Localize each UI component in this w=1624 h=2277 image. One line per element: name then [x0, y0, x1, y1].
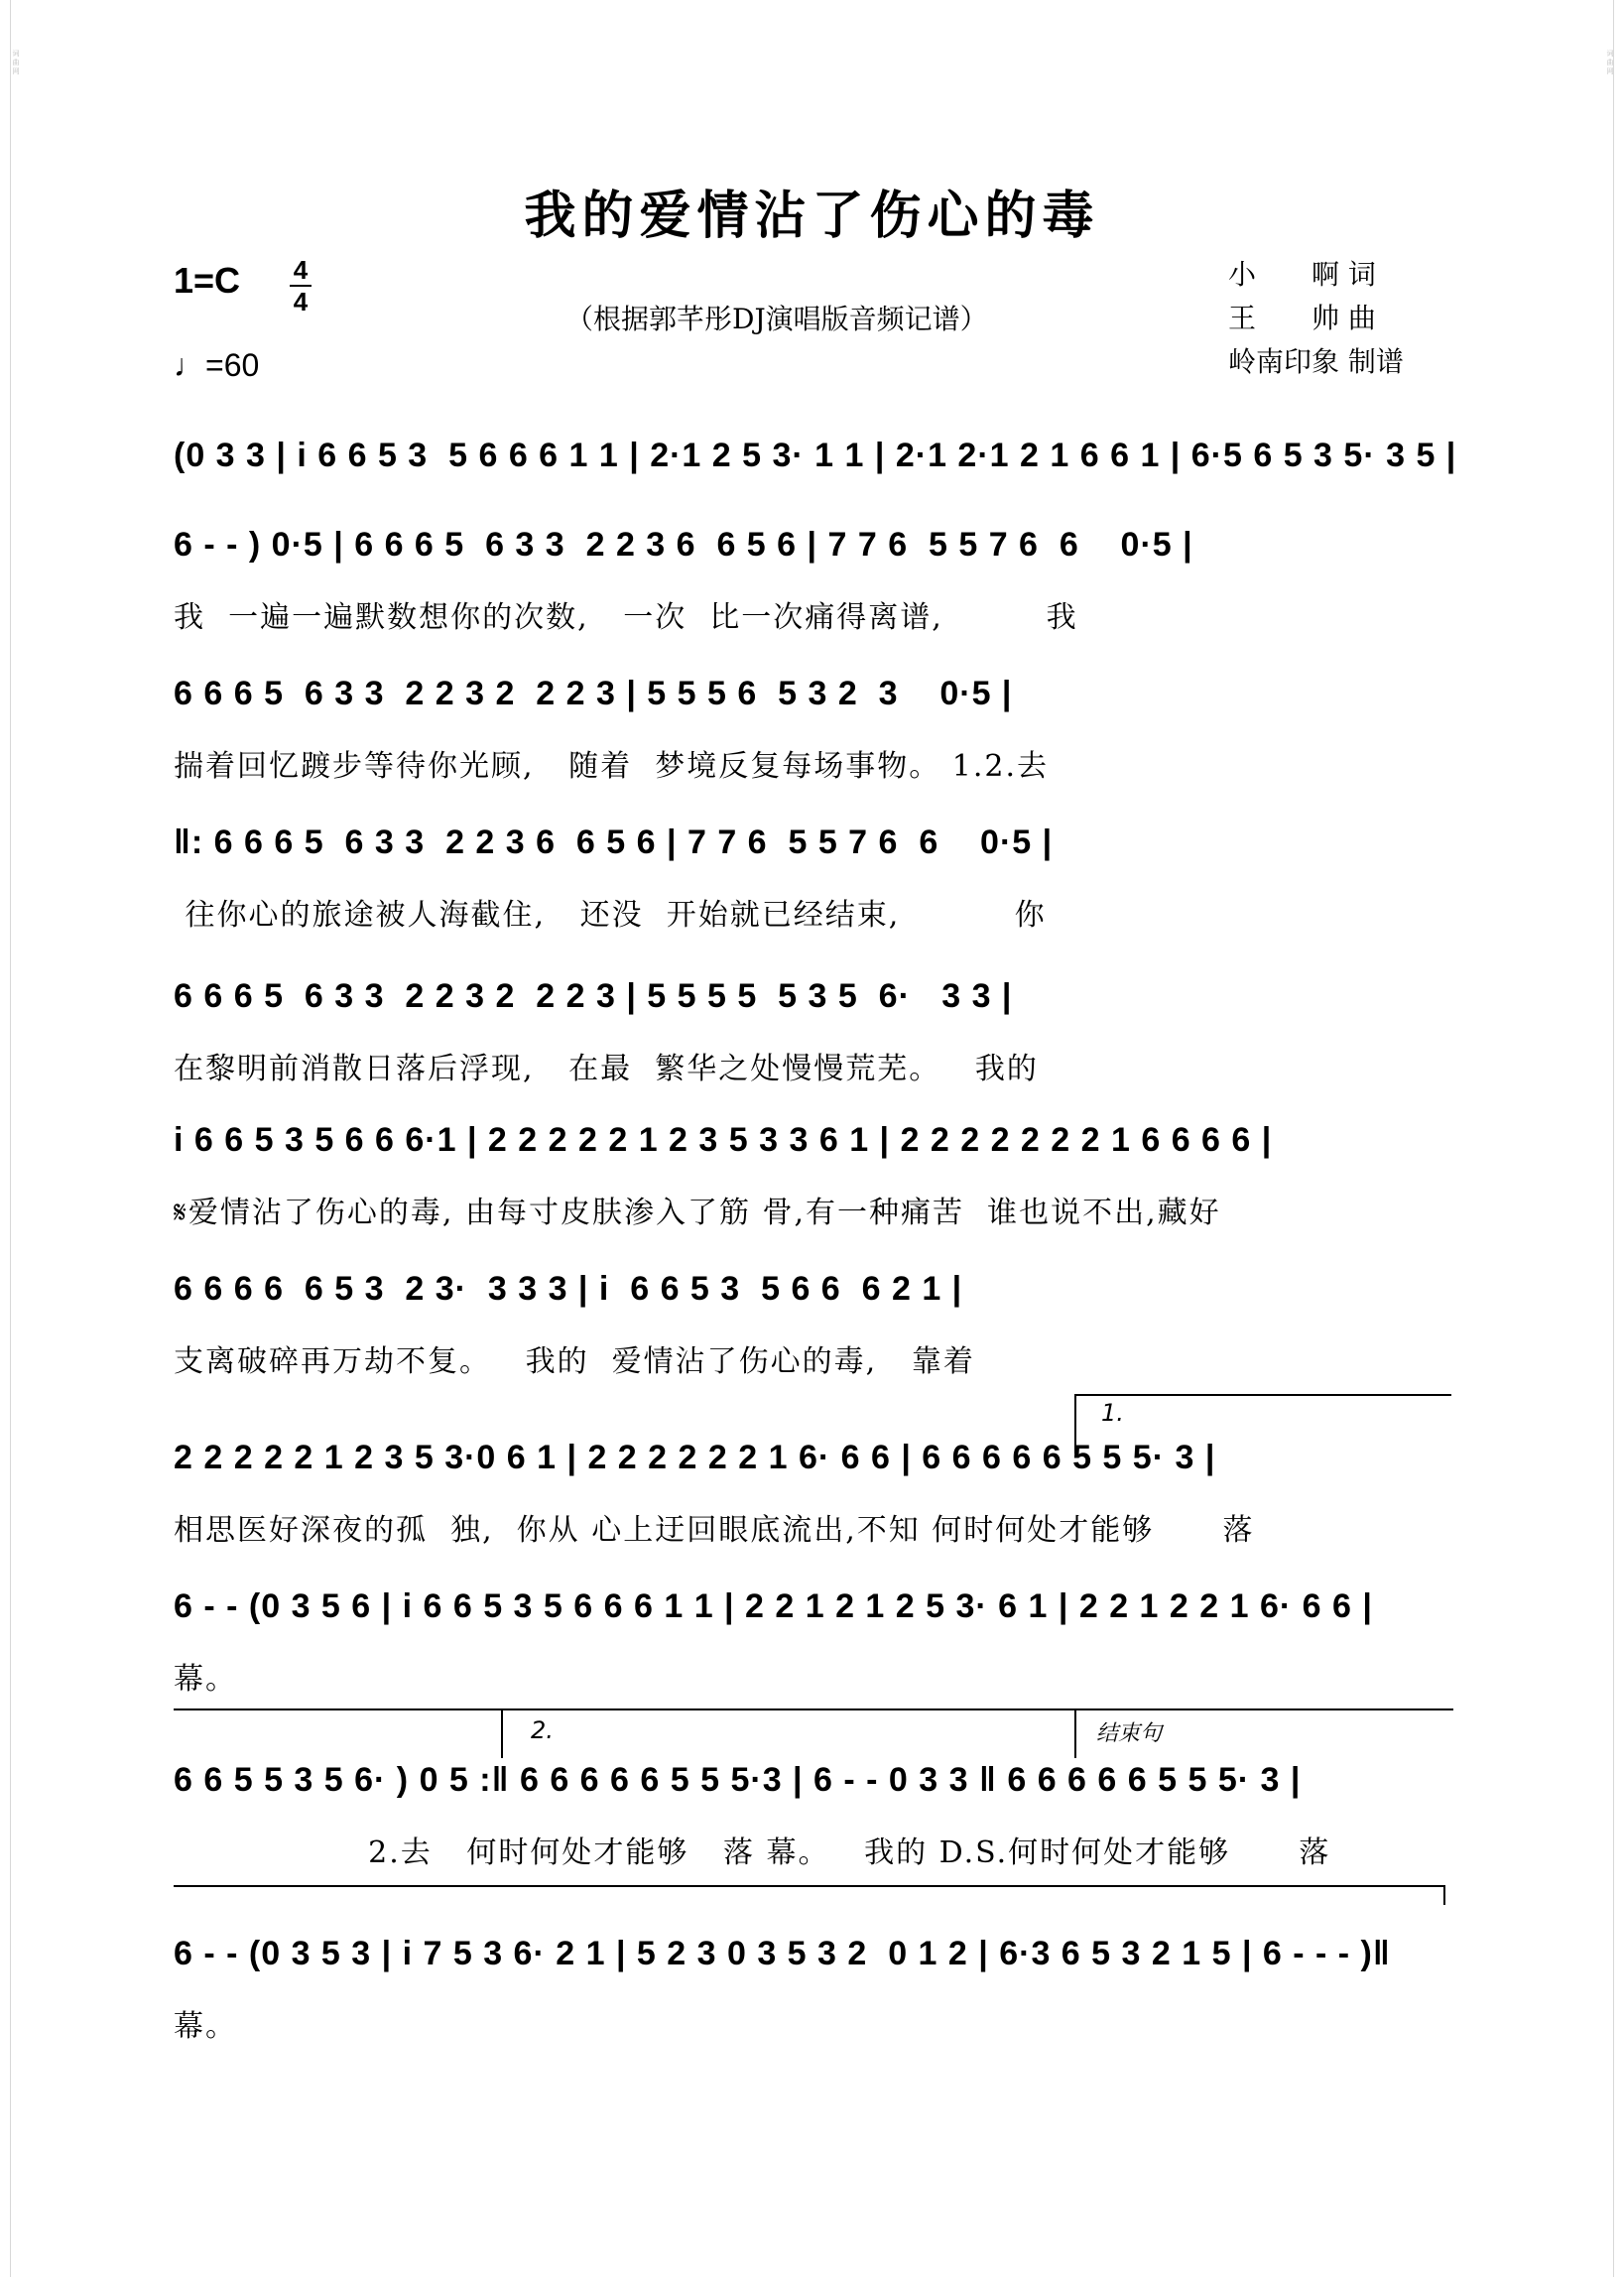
score-row	[174, 437, 1457, 475]
volta-label: 1.	[1101, 1399, 1124, 1427]
notation-line: 2 2 2 2 2 1 2 3 5 3·0 6 1 | 2 2 2 2 2 2 1 6· 6 6 | 6 6 6 6 6 5 5 5· 3 |	[174, 1439, 1216, 1476]
lyric-line: 往你心的旅途被人海截住, 还没 开始就已经结束, 你	[174, 898, 1047, 933]
score-row	[174, 977, 1453, 1087]
score-row	[174, 1270, 1453, 1380]
lyric-line: 相思医好深夜的孤 独, 你从 心上迂回眼底流出,不知 何时何处才能够 落	[174, 1513, 1255, 1548]
volta-bracket-edge	[501, 1708, 503, 1758]
notation-line: 6 - - ) 0·5 | 6 6 6 5 6 3 3 2 2 3 6 6 5 6 | 7 7 6 5 5 7 6 6 0·5 |	[174, 526, 1193, 564]
lyric-line: 揣着回忆踱步等待你光顾, 随着 梦境反复每场事物。 1.2.去	[174, 749, 1049, 784]
system-rule-edge	[1443, 1885, 1445, 1905]
lyric-line: 幕。	[174, 1662, 237, 1697]
notation-line: 6 6 6 6 6 5 3 2 3· 3 3 3 | i 6 6 5 3 5 6 6 6 2 1 |	[174, 1270, 963, 1308]
score-row	[174, 1121, 1453, 1231]
time-signature-bottom: 4	[293, 287, 309, 316]
score-row	[174, 823, 1453, 934]
source-note: （根据郭芊彤DJ演唱版音频记谱）	[565, 303, 988, 335]
notation-line: 6 6 5 5 3 5 6· ) 0 5 :‖ 6 6 6 6 6 5 5 5·3 | 6 - - 0 3 3 ‖ 6 6 6 6 6 5 5 5· 3 |	[174, 1761, 1302, 1799]
lyric-line: 在黎明前消散日落后浮现, 在最 繁华之处慢慢荒芜。 我的	[174, 1052, 1039, 1086]
song-title: 我的爱情沾了伤心的毒	[524, 186, 1100, 246]
notation-line: 6 6 6 5 6 3 3 2 2 3 2 2 2 3 | 5 5 5 5 5 3 5 6· 3 3 |	[174, 977, 1013, 1015]
time-signature	[290, 256, 312, 316]
volta-bracket	[1074, 1394, 1451, 1396]
notation-line: (0 3 3 | i 6 6 5 3 5 6 6 6 1 1 | 2·1 2 5 3· 1 1 | 2·1 2·1 2 1 6 6 1 | 6·5 6 5 3 5· 3 5 |	[174, 437, 1457, 474]
lyric-line: 支离破碎再万劫不复。 我的 爱情沾了伤心的毒, 靠着	[174, 1344, 975, 1379]
volta-bracket-edge	[1074, 1708, 1076, 1758]
notation-line: 6 - - (0 3 5 6 | i 6 6 5 3 5 6 6 6 1 1 | 2 2 1 2 1 2 5 3· 6 1 | 2 2 1 2 2 1 6· 6 6 |	[174, 1587, 1373, 1625]
arranger-credit: 岭南印象 制谱	[1228, 345, 1404, 378]
notation-line: i 6 6 5 3 5 6 6 6·1 | 2 2 2 2 2 1 2 3 5 3 3 6 1 | 2 2 2 2 2 2 2 1 6 6 6 6 |	[174, 1121, 1273, 1159]
key-signature: 1=C	[174, 260, 241, 301]
notation-line: 6 - - (0 3 5 3 | i 7 5 3 6· 2 1 | 5 2 3 0 3 5 3 2 0 1 2 | 6·3 6 5 3 2 1 5 | 6 - - - )‖	[174, 1935, 1391, 1972]
notation-line: ‖: 6 6 6 5 6 3 3 2 2 3 6 6 5 6 | 7 7 6 5 5 7 6 6 0·5 |	[174, 823, 1054, 861]
score-row	[174, 526, 1453, 636]
lyric-line: 我 一遍一遍默数想你的次数, 一次 比一次痛得离谱, 我	[174, 600, 1078, 635]
score-row	[174, 1439, 1453, 1549]
time-signature-top: 4	[293, 255, 309, 285]
credits	[1228, 253, 1404, 384]
watermark: 词曲网	[12, 50, 20, 76]
system-rule	[174, 1708, 1453, 1710]
ending-label: 结束句	[1096, 1721, 1163, 1746]
volta-label: 2.	[531, 1716, 554, 1744]
lyricist-credit: 小 啊 词	[1228, 258, 1376, 291]
composer-credit: 王 帅 曲	[1228, 302, 1376, 334]
score-row	[174, 1761, 1453, 1871]
lyric-line: 2.去 何时何处才能够 落 幕。 我的 D.S.何时何处才能够 落	[174, 1835, 1331, 1870]
lyric-line: 𝄋爱情沾了伤心的毒, 由每寸皮肤渗入了筋 骨,有一种痛苦 谁也说不出,藏好	[174, 1196, 1221, 1230]
right-watermark-strip	[1605, 0, 1614, 2277]
system-rule	[174, 1885, 1443, 1887]
notation-line: 6 6 6 5 6 3 3 2 2 3 2 2 2 3 | 5 5 5 6 5 3 2 3 0·5 |	[174, 675, 1013, 712]
score-row	[174, 1935, 1453, 2045]
watermark: 词曲网	[1606, 50, 1614, 76]
score-row	[174, 1587, 1453, 1698]
tempo-marking: ♩=60	[174, 347, 260, 383]
lyric-line: 幕。	[174, 2009, 237, 2044]
left-watermark-strip	[10, 0, 19, 2277]
score-row	[174, 675, 1453, 785]
